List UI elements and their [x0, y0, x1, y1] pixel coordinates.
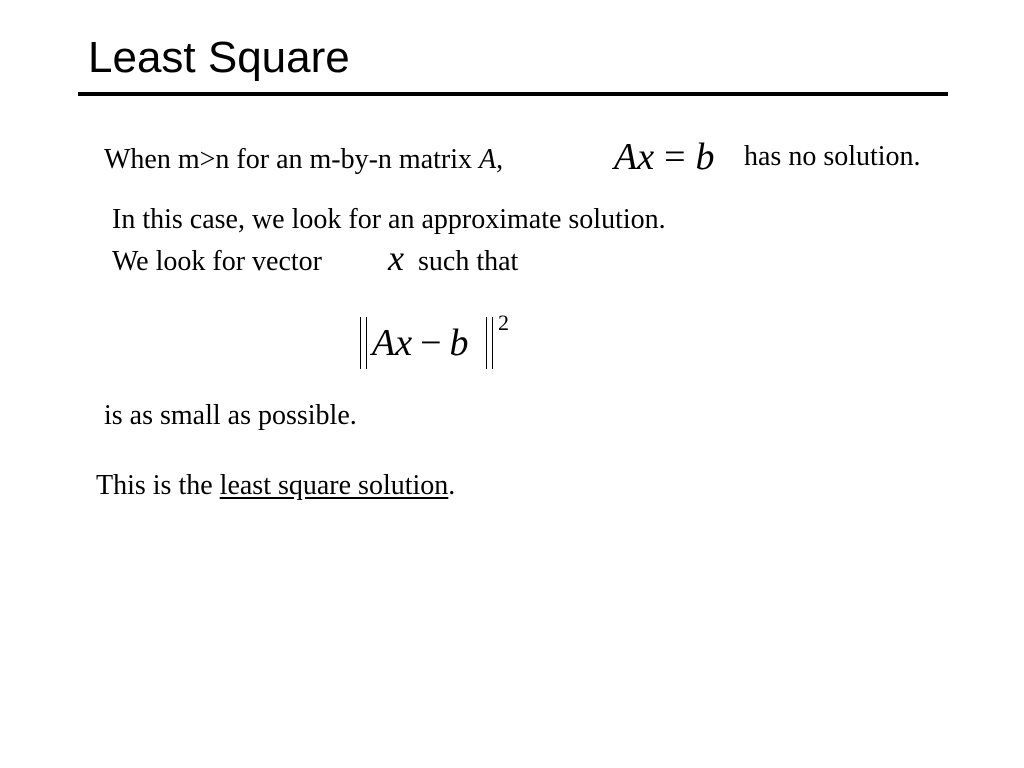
equation-lhs: Ax — [614, 136, 655, 178]
least-square-solution-term: least square solution — [219, 470, 449, 501]
norm-right-bar-outer — [492, 317, 493, 369]
conclusion-prefix: This is the — [96, 470, 220, 501]
approximate-solution-text: In this case, we look for an approximate solution. — [112, 204, 666, 235]
no-solution-text: has no solution. — [744, 141, 921, 172]
title-underline-rule — [78, 92, 948, 96]
equation-ax-equals-b — [614, 134, 715, 180]
norm-term-b: b — [449, 322, 469, 364]
norm-right-bar-inner — [486, 317, 487, 369]
norm-body — [372, 320, 469, 366]
norm-left-bar-inner — [366, 317, 367, 369]
intro-comma: , — [496, 144, 504, 175]
intro-statement — [104, 143, 503, 177]
vector-prompt-text: We look for vector — [112, 246, 322, 277]
vector-x-symbol: x — [388, 238, 404, 278]
norm-left-bar-outer — [360, 317, 361, 369]
matrix-symbol: A — [479, 144, 497, 175]
intro-prefix: When m>n for an m-by-n matrix — [104, 144, 480, 175]
norm-term-a: Ax — [372, 322, 413, 364]
equals-sign: = — [664, 136, 686, 178]
norm-exponent: 2 — [498, 310, 509, 335]
such-that-text: such that — [418, 246, 519, 277]
conclusion-period: . — [448, 470, 456, 501]
minus-sign: − — [420, 322, 442, 364]
equation-rhs: b — [695, 136, 715, 178]
slide-title: Least Square — [88, 33, 350, 82]
conclusion-statement — [96, 469, 455, 503]
small-as-possible-text: is as small as possible. — [104, 400, 357, 431]
